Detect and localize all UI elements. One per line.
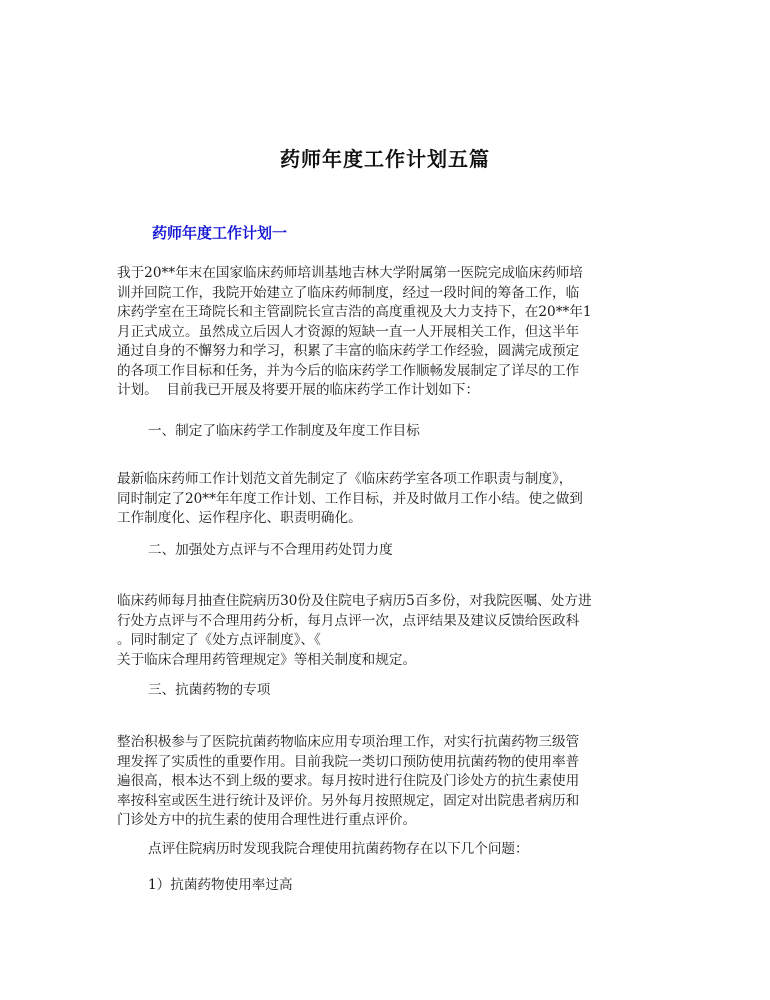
text-line: 我于20**年末在国家临床药师培训基地吉林大学附属第一医院完成临床药师培 — [117, 265, 583, 281]
text-line: 计划。 目前我已开展及将要开展的临床药学工作计划如下： — [117, 382, 480, 398]
text-line: 通过自身的不懈努力和学习，积累了丰富的临床药学工作经验，圆满完成预定 — [117, 343, 580, 359]
text-line: 理发挥了实质性的重要作用。目前我院一类切口预防使用抗菌药物的使用率普 — [117, 753, 580, 770]
section-paragraph-3 — [117, 733, 655, 831]
section-paragraph-2 — [117, 592, 655, 670]
text-line: 的各项工作目标和任务，并为今后的临床药学工作顺畅发展制定了详尽的工作 — [117, 362, 580, 379]
problems-intro: 点评住院病历时发现我院合理使用抗菌药物存在以下几个问题： — [148, 841, 529, 857]
text-line: 同时制定了20**年年度工作计划、工作目标，并及时做月工作小结。使之做到 — [117, 490, 583, 507]
text-line: 遍很高，根本达不到上级的要求。每月按时进行住院及门诊处方的抗生素使用 — [117, 773, 580, 789]
text-line: 最新临床药师工作计划范文首先制定了《临床药学室各项工作职责与制度》， — [117, 471, 573, 487]
text-line: 关于临床合理用药管理规定》等相关制度和规定。 — [117, 651, 417, 668]
section-heading-1: 一、制定了临床药学工作制度及年度工作目标 — [148, 423, 420, 439]
text-line: 率按科室或医生进行统计及评价。另外每月按照规定，固定对出院患者病历和 — [117, 792, 580, 809]
text-line: 临床药师每月抽查住院病历30份及住院电子病历5百多份，对我院医嘱、处方进 — [117, 593, 592, 609]
document-title: 药师年度工作计划五篇 — [280, 147, 490, 171]
text-line: 行处方点评与不合理用药分析，每月点评一次，点评结果及建议反馈给医政科 — [117, 612, 580, 629]
text-line: 训并回院工作，我院开始建立了临床药师制度，经过一段时间的筹备工作，临 — [117, 284, 580, 301]
section-subtitle: 药师年度工作计划一 — [152, 224, 288, 242]
section-paragraph-1 — [117, 470, 655, 529]
text-line: 床药学室在王琦院长和主管副院长宣吉浩的高度重视及大力支持下，在20**年1 — [117, 304, 592, 320]
text-line: 。同时制定了《处方点评制度》、《 — [117, 632, 321, 648]
text-line: 整治积极参与了医院抗菌药物临床应用专项治理工作，对实行抗菌药物三级管 — [117, 734, 580, 750]
problem-item-1: 1）抗菌药物使用率过高 — [148, 877, 293, 893]
text-line: 月正式成立。虽然成立后因人才资源的短缺一直一人开展相关工作，但这半年 — [117, 323, 580, 340]
section-heading-3: 三、抗菌药物的专项 — [148, 682, 271, 698]
section-heading-2: 二、加强处方点评与不合理用药处罚力度 — [148, 542, 393, 558]
text-line: 门诊处方中的抗生素的使用合理性进行重点评价。 — [117, 812, 417, 828]
text-line: 工作制度化、运作程序化、职责明确化。 — [117, 510, 362, 526]
intro-paragraph — [117, 264, 655, 401]
